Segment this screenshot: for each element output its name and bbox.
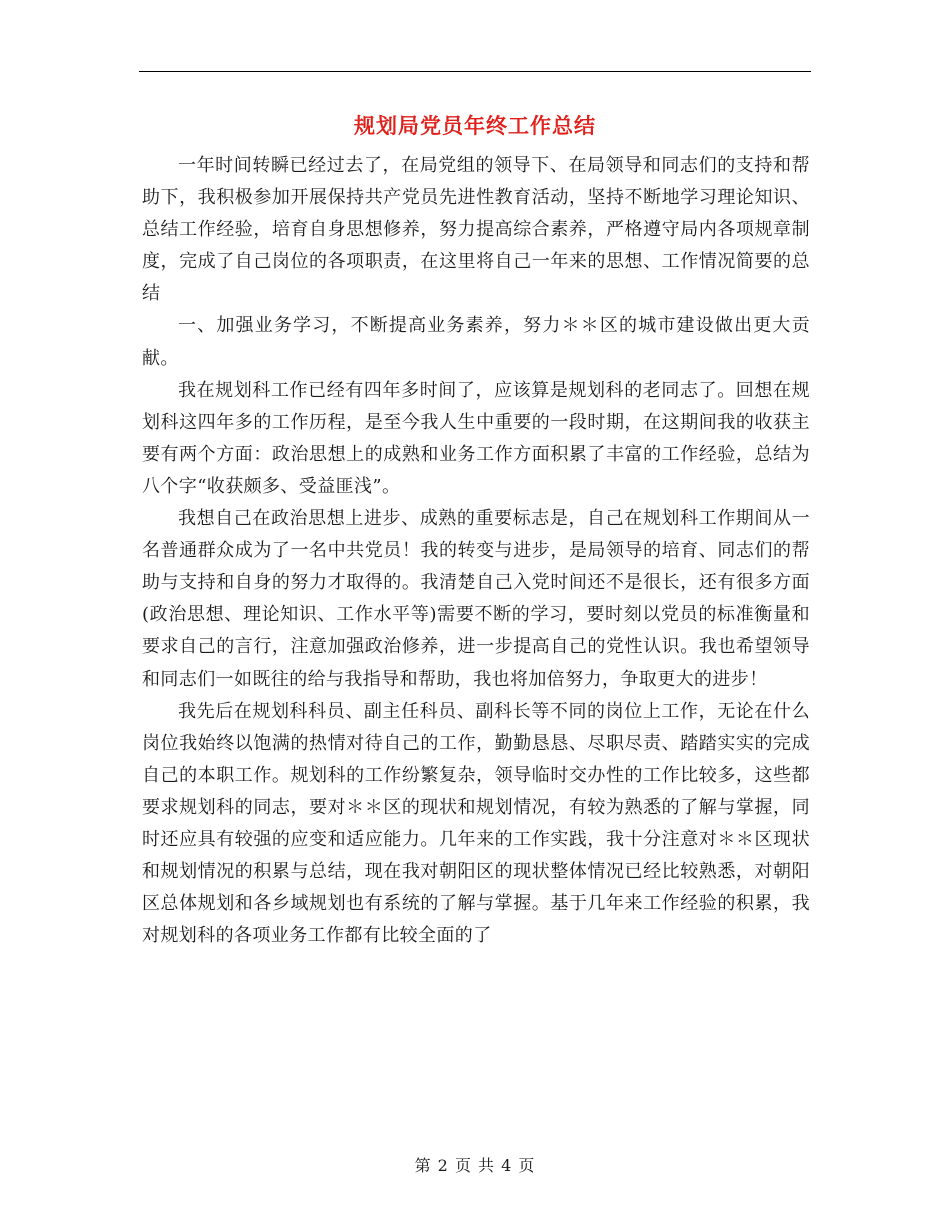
paragraph-political-growth: 我想自己在政治思想上进步、成熟的重要标志是，自己在规划科工作期间从一名普通群众成为了一名中共党员！我的转变与进步，是局领导的培育、同志们的帮助与支持和自身的努力才取得的。我清楚自己入党时间还不是很长，还有很多方面(政治思想、理论知识、工作水平等)需要不断的学习，要时刻以党员的标准衡量和要求自己的言行，注意加强政治修养，进一步提高自己的党性认识。我也希望领导和同志们一如既往的给与我指导和帮助，我也将加倍努力，争取更大的进步！ xyxy=(142,508,810,690)
header-rule xyxy=(139,71,811,72)
document-title: 规划局党员年终工作总结 xyxy=(354,113,596,138)
paragraph-intro: 一年时间转瞬已经过去了，在局党组的领导下、在局领导和同志们的支持和帮助下，我积极参加开展保持共产党员先进性教育活动，坚持不断地学习理论知识、总结工作经验，培育自身思想修养，努力提高综合素养，严格遵守局内各项规章制度，完成了自己岗位的各项职责，在这里将自己一年来的思想、工作情况简要的总结 xyxy=(142,155,810,305)
page-number-footer: 第 2 页 共 4 页 xyxy=(414,1156,536,1175)
paragraph-work-roles: 我先后在规划科科员、副主任科员、副科长等不同的岗位上工作，无论在什么岗位我始终以饱满的热情对待自己的工作，勤勤恳恳、尽职尽责、踏踏实实的完成自己的本职工作。规划科的工作纷繁复杂，领导临时交办性的工作比较多，这些都要求规划科的同志，要对＊＊区的现状和规划情况，有较为熟悉的了解与掌握，同时还应具有较强的应变和适应能力。几年来的工作实践，我十分注意对＊＊区现状和规划情况的积累与总结，现在我对朝阳区的现状整体情况已经比较熟悉，对朝阳区总体规划和各乡域规划也有系统的了解与掌握。基于几年来工作经验的积累，我对规划科的各项业务工作都有比较全面的了 xyxy=(142,700,810,947)
paragraph-section-heading: 一、加强业务学习，不断提高业务素养，努力＊＊区的城市建设做出更大贡献。 xyxy=(142,315,810,369)
document-body xyxy=(142,150,810,952)
paragraph-experience: 我在规划科工作已经有四年多时间了，应该算是规划科的老同志了。回想在规划科这四年多的工作历程，是至今我人生中重要的一段时期，在这期间我的收获主要有两个方面：政治思想上的成熟和业务工作方面积累了丰富的工作经验，总结为八个字“收获颇多、受益匪浅”。 xyxy=(142,379,810,497)
